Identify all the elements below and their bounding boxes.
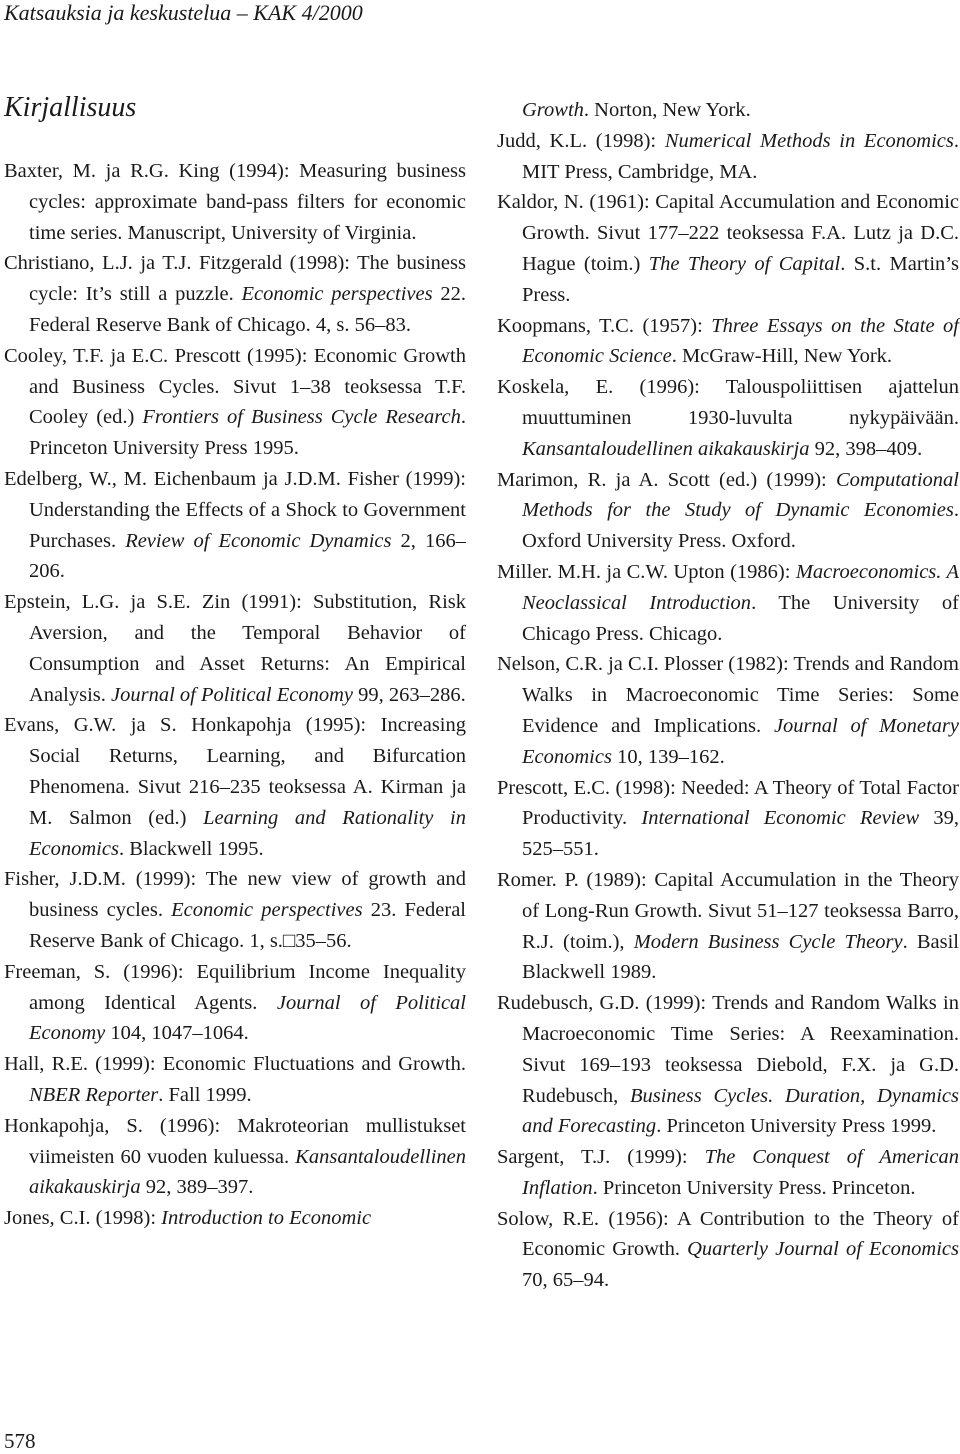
reference-text: 2, 166–206. [29, 529, 466, 583]
reference-text: . Blackwell 1995. [118, 837, 264, 860]
reference-title: Learning and Rationality in Economics [29, 806, 466, 860]
reference-entry [497, 988, 959, 1142]
reference-title: Kansantaloudellinen aikakauskirja [29, 1145, 466, 1199]
reference-entry [4, 464, 466, 587]
reference-title: NBER Reporter [29, 1083, 159, 1106]
reference-text: . Basil Blackwell 1989. [522, 930, 959, 984]
reference-title: Quarterly Journal of Economics [687, 1238, 960, 1261]
reference-text: 92, 389–397. [140, 1176, 254, 1199]
reference-text: Romer. P. (1989): Capital Accumulation in the Theory of Long-Run Growth. Sivut 51–127 teoksessa Barro, R.J. (toim.), [497, 868, 959, 953]
reference-text: Marimon, R. ja A. Scott (ed.) (1999): [497, 468, 836, 491]
reference-title: Review of Economic Dynamics [125, 529, 392, 552]
reference-text: Epstein, L.G. ja S.E. Zin (1991): Substitution, Risk Aversion, and the Temporal Behavior of Consumption and Asset Returns: An Empirical Analysis. [4, 591, 466, 706]
reference-text: 23. Federal Reserve Bank of Chicago. 1, s.□35–56. [29, 899, 466, 952]
reference-title: The Theory of Capital [648, 252, 841, 275]
reference-title: Kansantaloudellinen aikakauskirja [522, 437, 810, 460]
reference-title: Business Cycles. Duration, Dynamics and Forecasting [522, 1084, 959, 1138]
reference-title: The Conquest of American Inflation [522, 1146, 959, 1199]
reference-title: Three Essays on the State of Economic Science [522, 314, 959, 368]
reference-title: Introduction to Economic [161, 1207, 372, 1230]
reference-entry [4, 341, 466, 464]
reference-text: 39, 525–551. [522, 807, 959, 861]
reference-text: Baxter, M. ja R.G. King (1994): Measuring business cycles: approximate band-pass filters for economic time series. Manuscript, University of Virginia. [4, 160, 466, 244]
reference-text: Evans, G.W. ja S. Honkapohja (1995): Increasing Social Returns, Learning, and Bifurcation Phenomena. Sivut 216–235 teoksessa A. Kirman ja M. Salmon (ed.) [4, 714, 466, 829]
reference-title: Modern Business Cycle Theory [633, 930, 903, 953]
reference-text: Sargent, T.J. (1999): [497, 1146, 705, 1169]
reference-text: . Princeton University Press 1995. [29, 406, 466, 460]
reference-title: Macroeconomics. A Neoclassical Introduction [522, 560, 959, 614]
reference-entry [497, 1204, 959, 1296]
reference-entry [497, 187, 959, 310]
reference-text: 92, 398–409. [809, 437, 923, 460]
reference-entry [4, 1049, 466, 1111]
reference-entry [4, 248, 466, 340]
reference-text: Honkapohja, S. (1996): Makroteorian mullistukset viimeisten 60 vuoden kuluessa. [4, 1114, 466, 1168]
reference-text: Cooley, T.F. ja E.C. Prescott (1995): Economic Growth and Business Cycles. Sivut 1–38 teoksessa T.F. Cooley (ed.) [4, 344, 466, 429]
reference-entry [4, 587, 466, 710]
reference-entry [4, 1203, 466, 1234]
reference-text: 104, 1047–1064. [105, 1022, 249, 1045]
reference-text: Miller. M.H. ja C.W. Upton (1986): [497, 560, 796, 583]
reference-entry [497, 311, 959, 373]
reference-text: Rudebusch, G.D. (1999): Trends and Random Walks in Macroeconomic Time Series: A Reexamination. Sivut 169–193 teoksessa Diebold, F.X. ja G.D. Rudebusch, [497, 992, 959, 1107]
reference-entry [4, 957, 466, 1049]
reference-entry [497, 372, 959, 464]
reference-entry [497, 95, 959, 126]
reference-entry [497, 1142, 959, 1204]
reference-text: . Oxford University Press. Oxford. [522, 499, 959, 553]
reference-text: Hall, R.E. (1999): Economic Fluctuations and Growth. [4, 1053, 466, 1076]
reference-text: Christiano, L.J. ja T.J. Fitzgerald (1998): The business cycle: It’s still a puzzle. [4, 252, 466, 306]
reference-text: 10, 139–162. [611, 745, 725, 768]
reference-entry [4, 710, 466, 864]
reference-text: Koskela, E. (1996): Talouspoliittisen ajattelun muuttuminen 1930-luvulta nykypäivään. [497, 376, 959, 429]
reference-text: Solow, R.E. (1956): A Contribution to the Theory of Economic Growth. [497, 1207, 959, 1261]
reference-text: 22. Federal Reserve Bank of Chicago. 4, s. 56–83. [29, 283, 466, 336]
section-title: Kirjallisuus [4, 92, 137, 123]
reference-title: Frontiers of Business Cycle Research [142, 406, 461, 429]
reference-entry [497, 465, 959, 557]
reference-text: Judd, K.L. (1998): [497, 129, 665, 152]
reference-text: Kaldor, N. (1961): Capital Accumulation and Economic Growth. Sivut 177–222 teoksessa F.A. Lutz ja D.C. Hague (toim.) [497, 191, 959, 275]
reference-entry [497, 773, 959, 865]
references-left-column [4, 156, 466, 1234]
reference-text: . McGraw-Hill, New York. [671, 345, 893, 368]
reference-text: . Princeton University Press. Princeton. [592, 1176, 916, 1199]
reference-text: Jones, C.I. (1998): [4, 1207, 162, 1230]
reference-entry [497, 649, 959, 772]
reference-text: Nelson, C.R. ja C.I. Plosser (1982): Trends and Random Walks in Macroeconomic Time Series: Some Evidence and Implications. [497, 653, 959, 737]
reference-entry [4, 864, 466, 956]
reference-title: Economic perspectives [171, 899, 363, 922]
reference-entry [497, 126, 959, 188]
reference-entry [497, 865, 959, 988]
reference-text: 70, 65–94. [522, 1269, 610, 1292]
reference-entry [4, 156, 466, 248]
reference-text: . S.t. Martin’s Press. [522, 252, 959, 306]
reference-title: Computational Methods for the Study of Dynamic Economies [522, 468, 959, 522]
reference-title: Journal of Monetary Economics [522, 714, 959, 768]
references-right-column [497, 95, 959, 1296]
reference-title: Journal of Political Economy [29, 991, 466, 1045]
running-header: Katsauksia ja keskustelua – KAK 4/2000 [4, 0, 363, 25]
reference-text: . Norton, New York. [583, 99, 751, 121]
reference-title: Journal of Political Economy [111, 683, 353, 706]
reference-text: . The University of Chicago Press. Chicago. [522, 591, 959, 645]
reference-text: . Princeton University Press 1999. [656, 1115, 937, 1138]
reference-text: . Fall 1999. [158, 1083, 252, 1106]
reference-text: Fisher, J.D.M. (1999): The new view of growth and business cycles. [4, 868, 466, 922]
reference-text: 99, 263–286. [352, 683, 466, 706]
reference-title: International Economic Review [641, 807, 920, 830]
reference-title: Numerical Methods in Economics [664, 129, 954, 152]
reference-text: . MIT Press, Cambridge, MA. [522, 129, 959, 183]
reference-entry [4, 1111, 466, 1203]
reference-title: Economic perspectives [241, 283, 433, 306]
reference-entry [497, 557, 959, 649]
reference-text: Prescott, E.C. (1998): Needed: A Theory of Total Factor Productivity. [497, 776, 959, 830]
reference-text: Edelberg, W., M. Eichenbaum ja J.D.M. Fisher (1999): Understanding the Effects of a Shock to Government Purchases. [4, 467, 466, 552]
reference-title: Growth [522, 99, 584, 121]
reference-text: Koopmans, T.C. (1957): [497, 314, 712, 337]
reference-text: Freeman, S. (1996): Equilibrium Income Inequality among Identical Agents. [4, 960, 466, 1014]
page-number: 578 [4, 1429, 36, 1453]
